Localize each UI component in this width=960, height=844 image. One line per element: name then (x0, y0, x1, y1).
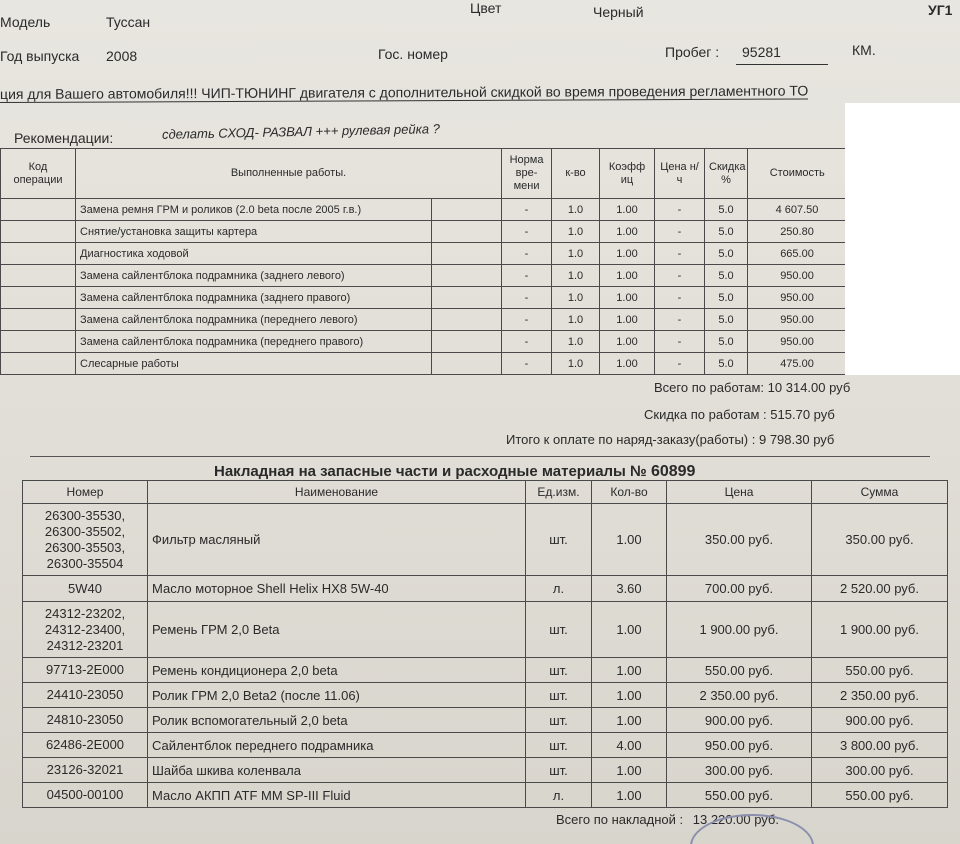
work-qty: 1.0 (552, 243, 600, 265)
part-code: 62486-2E000 (23, 733, 148, 758)
table-row (1, 265, 847, 287)
table-row (1, 199, 847, 221)
part-qty: 1.00 (592, 504, 667, 576)
work-coef: 1.00 (600, 309, 655, 331)
work-name: Замена сайлентблока подрамника (заднего левого) (76, 265, 432, 287)
part-unit: шт. (526, 733, 592, 758)
work-cost: 950.00 (748, 287, 847, 309)
part-code: 24312-23202, 24312-23400, 24312-23201 (23, 602, 148, 658)
table-row (23, 758, 948, 783)
work-price: - (655, 221, 705, 243)
work-price: - (655, 265, 705, 287)
parts-header-code: Номер (23, 481, 148, 504)
invoice-title: Накладная на запасные части и расходные материалы № 60899 (214, 463, 696, 480)
part-price: 2 350.00 руб. (667, 683, 812, 708)
part-sum: 2 520.00 руб. (812, 576, 948, 602)
model-value: Туссан (106, 14, 151, 30)
parts-header-unit: Ед.изм. (526, 481, 592, 504)
work-cost: 950.00 (748, 331, 847, 353)
work-norm: - (502, 309, 552, 331)
work-norm: - (502, 331, 552, 353)
work-price: - (655, 243, 705, 265)
works-header-discount: Скидка % (705, 149, 748, 199)
part-unit: л. (526, 783, 592, 808)
table-row (1, 353, 847, 375)
work-price: - (655, 331, 705, 353)
part-name: Масло АКПП ATF MM SP-III Fluid (148, 783, 526, 808)
works-header-name: Выполненные работы. (76, 149, 502, 199)
part-qty: 1.00 (592, 602, 667, 658)
work-coef: 1.00 (600, 265, 655, 287)
work-norm: - (502, 199, 552, 221)
work-qty: 1.0 (552, 287, 600, 309)
table-row (23, 576, 948, 602)
part-unit: шт. (526, 683, 592, 708)
work-name: Снятие/установка защиты картера (76, 221, 432, 243)
parts-header-price: Цена (667, 481, 812, 504)
work-cost: 950.00 (748, 265, 847, 287)
table-row (23, 602, 948, 658)
work-coef: 1.00 (600, 243, 655, 265)
work-cost: 950.00 (748, 309, 847, 331)
promo-text: ция для Вашего автомобиля!!! ЧИП-ТЮНИНГ двигателя с дополнительной скидкой во время проведения регламентного ТО (0, 82, 809, 102)
work-discount: 5.0 (705, 221, 748, 243)
part-unit: шт. (526, 602, 592, 658)
part-qty: 1.00 (592, 658, 667, 683)
work-qty: 1.0 (552, 221, 600, 243)
part-unit: шт. (526, 758, 592, 783)
part-price: 950.00 руб. (667, 733, 812, 758)
part-sum: 1 900.00 руб. (812, 602, 948, 658)
part-name: Ремень кондиционера 2,0 beta (148, 658, 526, 683)
work-cost: 475.00 (748, 353, 847, 375)
mileage-value: 95281 (736, 44, 828, 65)
parts-header-name: Наименование (148, 481, 526, 504)
color-value: Черный (593, 4, 644, 20)
work-name: Замена сайлентблока подрамника (переднего правого) (76, 331, 432, 353)
work-norm: - (502, 353, 552, 375)
part-price: 900.00 руб. (667, 708, 812, 733)
part-code: 04500-00100 (23, 783, 148, 808)
section-divider (30, 456, 930, 457)
part-name: Ролик вспомогательный 2,0 beta (148, 708, 526, 733)
work-price: - (655, 199, 705, 221)
part-qty: 3.60 (592, 576, 667, 602)
work-discount: 5.0 (705, 309, 748, 331)
work-norm: - (502, 265, 552, 287)
part-sum: 550.00 руб. (812, 658, 948, 683)
year-label: Год выпуска (0, 48, 80, 64)
work-price: - (655, 309, 705, 331)
works-header-qty: к-во (552, 149, 600, 199)
part-sum: 2 350.00 руб. (812, 683, 948, 708)
work-qty: 1.0 (552, 265, 600, 287)
model-label: Модель (0, 14, 51, 30)
table-row (1, 309, 847, 331)
work-cost: 250.80 (748, 221, 847, 243)
works-header-price: Цена н/ч (655, 149, 705, 199)
mileage-unit: КМ. (852, 42, 876, 58)
work-coef: 1.00 (600, 287, 655, 309)
work-cost: 4 607.50 (748, 199, 847, 221)
part-sum: 300.00 руб. (812, 758, 948, 783)
works-table (0, 148, 847, 375)
works-pay: Итого к оплате по наряд-заказу(работы) : 9 798.30 руб (506, 432, 835, 447)
part-code: 24810-23050 (23, 708, 148, 733)
part-price: 700.00 руб. (667, 576, 812, 602)
work-discount: 5.0 (705, 287, 748, 309)
works-header-cost: Стоимость (748, 149, 847, 199)
part-name: Шайба шкива коленвала (148, 758, 526, 783)
table-row (1, 221, 847, 243)
work-discount: 5.0 (705, 265, 748, 287)
year-value: 2008 (106, 48, 138, 64)
work-norm: - (502, 243, 552, 265)
work-coef: 1.00 (600, 353, 655, 375)
work-name: Замена ремня ГРМ и роликов (2.0 beta после 2005 г.в.) (76, 199, 432, 221)
part-qty: 1.00 (592, 708, 667, 733)
color-label: Цвет (470, 0, 502, 16)
work-norm: - (502, 221, 552, 243)
invoice-total: Всего по накладной : 13 220.00 руб. (556, 812, 779, 827)
work-price: - (655, 353, 705, 375)
part-code: 97713-2E000 (23, 658, 148, 683)
part-qty: 1.00 (592, 683, 667, 708)
part-code: 24410-23050 (23, 683, 148, 708)
part-name: Ремень ГРМ 2,0 Beta (148, 602, 526, 658)
work-qty: 1.0 (552, 309, 600, 331)
parts-header-sum: Сумма (812, 481, 948, 504)
work-name: Диагностика ходовой (76, 243, 432, 265)
part-price: 350.00 руб. (667, 504, 812, 576)
part-name: Ролик ГРМ 2,0 Beta2 (после 11.06) (148, 683, 526, 708)
part-unit: л. (526, 576, 592, 602)
work-name: Слесарные работы (76, 353, 432, 375)
part-qty: 1.00 (592, 758, 667, 783)
work-coef: 1.00 (600, 199, 655, 221)
table-row (23, 708, 948, 733)
work-discount: 5.0 (705, 243, 748, 265)
recommendations-label: Рекомендации: (14, 130, 114, 146)
table-row (23, 658, 948, 683)
table-row (23, 683, 948, 708)
work-discount: 5.0 (705, 331, 748, 353)
part-qty: 4.00 (592, 733, 667, 758)
work-name: Замена сайлентблока подрамника (заднего правого) (76, 287, 432, 309)
part-code: 23126-32021 (23, 758, 148, 783)
recommendations-text: сделать СХОД- РАЗВАЛ +++ рулевая рейка ? (161, 121, 441, 142)
redaction-box (845, 103, 960, 375)
plate-label: Гос. номер (378, 46, 448, 62)
part-sum: 550.00 руб. (812, 783, 948, 808)
part-price: 300.00 руб. (667, 758, 812, 783)
part-sum: 350.00 руб. (812, 504, 948, 576)
work-coef: 1.00 (600, 221, 655, 243)
work-qty: 1.0 (552, 353, 600, 375)
part-name: Фильтр масляный (148, 504, 526, 576)
work-cost: 665.00 (748, 243, 847, 265)
table-row (1, 243, 847, 265)
part-price: 1 900.00 руб. (667, 602, 812, 658)
part-name: Сайлентблок переднего подрамника (148, 733, 526, 758)
work-qty: 1.0 (552, 331, 600, 353)
part-code: 5W40 (23, 576, 148, 602)
works-header-norm: Норма вре- мени (502, 149, 552, 199)
work-discount: 5.0 (705, 199, 748, 221)
part-qty: 1.00 (592, 783, 667, 808)
works-header-coef: Коэфф иц (600, 149, 655, 199)
corner-code: УГ1 (928, 2, 953, 18)
part-sum: 900.00 руб. (812, 708, 948, 733)
work-norm: - (502, 287, 552, 309)
part-sum: 3 800.00 руб. (812, 733, 948, 758)
part-name: Масло моторное Shell Helix HX8 5W-40 (148, 576, 526, 602)
table-row (1, 331, 847, 353)
work-discount: 5.0 (705, 353, 748, 375)
parts-header-qty: Кол-во (592, 481, 667, 504)
work-name: Замена сайлентблока подрамника (переднего левого) (76, 309, 432, 331)
work-coef: 1.00 (600, 331, 655, 353)
table-row (23, 504, 948, 576)
works-header-code: Код операции (1, 149, 76, 199)
work-qty: 1.0 (552, 199, 600, 221)
part-price: 550.00 руб. (667, 783, 812, 808)
works-total: Всего по работам: 10 314.00 руб (654, 380, 851, 395)
work-price: - (655, 287, 705, 309)
table-row (23, 783, 948, 808)
part-unit: шт. (526, 708, 592, 733)
part-price: 550.00 руб. (667, 658, 812, 683)
table-row (1, 287, 847, 309)
part-unit: шт. (526, 504, 592, 576)
table-row (23, 733, 948, 758)
mileage-label: Пробег : (665, 44, 720, 60)
works-discount: Скидка по работам : 515.70 руб (644, 407, 835, 422)
parts-table (22, 480, 948, 808)
part-unit: шт. (526, 658, 592, 683)
part-code: 26300-35530, 26300-35502, 26300-35503, 26300-35504 (23, 504, 148, 576)
